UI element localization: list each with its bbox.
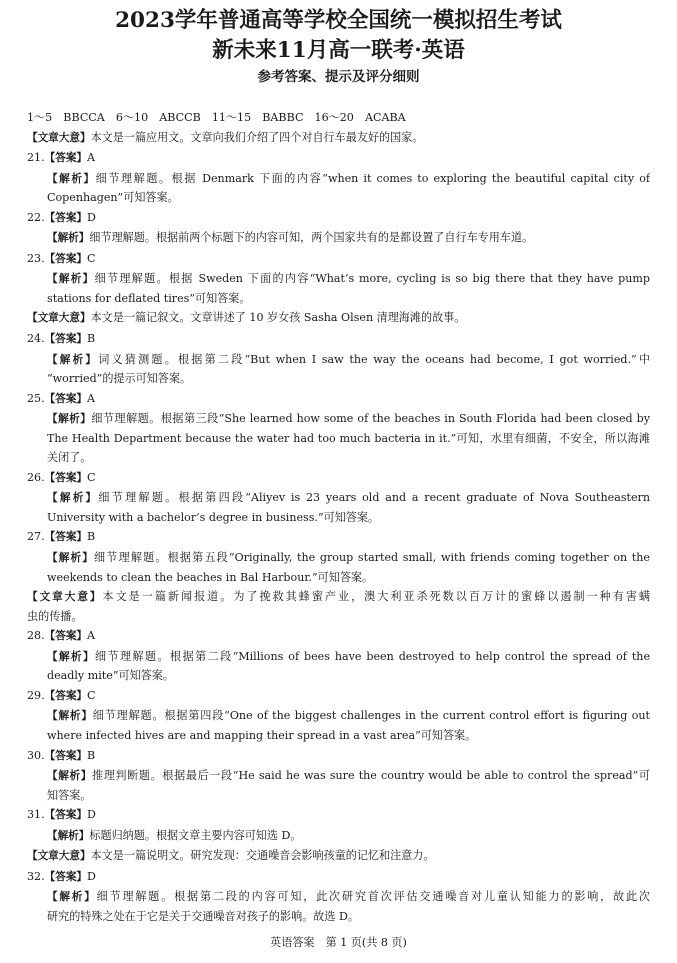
answer-line	[27, 208, 650, 229]
summary-tag: 【文章大意】	[27, 131, 91, 144]
question-number: 26.	[27, 470, 45, 484]
answer-line	[27, 746, 650, 767]
answer-line	[27, 249, 650, 270]
summary-text-wrap	[27, 590, 650, 603]
answer-choice: C	[87, 251, 96, 265]
analysis-text: where infected hives are and mapping their spread in a vast area”可知答案。	[47, 728, 477, 742]
answer-choice: C	[87, 470, 96, 484]
summary-text-wrap	[27, 849, 434, 862]
analysis-line	[27, 726, 650, 746]
analysis-text: 细节理解题。根据前两个标题下的内容可知，两个国家共有的是都设置了自行车专用车道。	[89, 231, 534, 245]
analysis-line	[27, 826, 650, 847]
answer-tag: 【答案】	[44, 152, 88, 165]
analysis-text: 细节理解题。根据第四段“Aliyev is 23 years old and a recent graduate of Nova Southeastern	[98, 491, 650, 505]
analysis-text: weekends to clean the beaches in Bal Harbour.”可知答案。	[47, 570, 374, 584]
analysis-text: 细节理解题。根据第二段的内容可知，此次研究首次评估交通噪音对儿童认知能力的影响，故此次	[96, 890, 650, 904]
analysis-text: 关闭了。	[47, 451, 92, 465]
question-number: 27.	[27, 530, 45, 544]
answer-tag: 【答案】	[44, 809, 88, 822]
answer-tag: 【答案】	[44, 471, 88, 484]
analysis-line	[27, 666, 650, 686]
analysis-tag: 【解析】	[47, 232, 90, 245]
analysis-tag: 【解析】	[47, 172, 96, 185]
answer-key-heading: 参考答案、提示及评分细则	[257, 69, 420, 85]
analysis-line	[27, 369, 650, 389]
answer-line	[27, 686, 650, 707]
exam-title: 2023学年普通高等学校全国统一模拟招生考试	[115, 8, 562, 33]
analysis-text: The Health Department because the water had too much bacteria in it.”可知，水里有细菌，不安全，所以海滩	[47, 431, 650, 445]
summary-tag: 【文章大意】	[27, 591, 103, 604]
analysis-tag: 【解析】	[47, 492, 99, 505]
article-summary-line	[27, 607, 650, 627]
answer-line	[27, 389, 650, 410]
answer-choice: C	[87, 688, 96, 702]
analysis-tag: 【解析】	[47, 353, 99, 366]
analysis-line	[27, 786, 650, 806]
answer-line	[27, 527, 650, 548]
analysis-text: 细节理解题。根据 Sweden 下面的内容“What’s more, cycling is so big there that they have pump	[94, 272, 650, 286]
analysis-line	[27, 269, 650, 289]
analysis-line	[27, 508, 650, 528]
summary-text-wrap	[27, 131, 423, 144]
answer-tag: 【答案】	[44, 689, 88, 702]
question-number: 25.	[27, 391, 45, 405]
answer-choice: B	[87, 332, 96, 346]
question-number: 21.	[27, 151, 45, 165]
analysis-tag: 【解析】	[47, 770, 92, 783]
answer-choice: A	[87, 151, 96, 165]
answer-line	[27, 626, 650, 647]
analysis-line	[27, 488, 650, 508]
analysis-tag: 【解析】	[47, 829, 90, 842]
question-number: 31.	[27, 808, 45, 822]
question-number: 30.	[27, 748, 45, 762]
article-summary-line	[27, 308, 650, 329]
analysis-text: 推理判断题。根据最后一段“He said he was sure the country would be able to control the spread”可	[91, 769, 650, 783]
analysis-text: 标题归纳题。根据文章主要内容可知选 D。	[89, 828, 302, 842]
summary-text: 本文是一篇记叙文。文章讲述了 10 岁女孩 Sasha Olsen 清理海滩的故事。	[90, 311, 466, 325]
answer-tag: 【答案】	[44, 252, 88, 265]
analysis-text: deadly mite”可知答案。	[47, 669, 174, 683]
analysis-line	[27, 169, 650, 189]
answer-choice: A	[87, 391, 96, 405]
question-number: 23.	[27, 251, 45, 265]
summary-tag: 【文章大意】	[27, 312, 91, 325]
exam-subtitle: 新未来11月高一联考·英语	[212, 38, 465, 63]
summary-text: 本文是一篇新闻报道。为了挽救其蜂蜜产业，澳大利亚杀死数以百万计的蜜蜂以遏制一种有害螨	[102, 590, 650, 604]
answer-choice: D	[87, 869, 96, 883]
answer-tag: 【答案】	[44, 392, 88, 405]
summary-text: 本文是一篇说明文。研究发现：交通噪音会影响孩童的记忆和注意力。	[90, 849, 435, 863]
question-number: 28.	[27, 629, 45, 643]
analysis-text: 细节理解题。根据第四段“One of the biggest challenges in the current control effort is figuring out	[92, 709, 650, 723]
answer-line	[27, 867, 650, 888]
answer-content	[27, 108, 650, 926]
summary-tag: 【文章大意】	[27, 850, 91, 863]
answer-choice: A	[87, 629, 96, 643]
analysis-line	[27, 887, 650, 907]
answer-tag: 【答案】	[44, 870, 88, 883]
analysis-text: 研究的特殊之处在于它是关于交通噪音对孩子的影响。故选 D。	[47, 909, 359, 923]
answer-tag: 【答案】	[44, 630, 88, 643]
analysis-line	[27, 409, 650, 429]
analysis-line	[27, 448, 650, 468]
question-number: 24.	[27, 332, 45, 346]
analysis-tag: 【解析】	[47, 650, 96, 663]
answer-key-summary: 1～5 BBCCA 6～10 ABCCB 11～15 BABBC 16～20 ACABA	[27, 111, 406, 124]
question-number: 22.	[27, 210, 45, 224]
analysis-text: “worried”的提示可知答案。	[47, 372, 192, 386]
answer-line	[27, 805, 650, 826]
analysis-text: Copenhagen”可知答案。	[47, 191, 179, 205]
answer-line	[27, 468, 650, 489]
analysis-tag: 【解析】	[47, 413, 92, 426]
analysis-tag: 【解析】	[47, 552, 95, 565]
analysis-line	[27, 350, 650, 370]
article-summary-line	[27, 587, 650, 607]
analysis-text: stations for deflated tires”可知答案。	[47, 291, 251, 305]
analysis-line	[27, 907, 650, 927]
summary-text: 虫的传播。	[27, 609, 83, 623]
analysis-text: 知答案。	[47, 788, 92, 802]
page-footer: 英语答案 第 1 页(共 8 页)	[270, 936, 407, 949]
analysis-text: 细节理解题。根据第二段“Millions of bees have been destroyed to help control the spread of the	[95, 649, 650, 663]
analysis-line	[27, 568, 650, 588]
answer-choice: B	[87, 748, 96, 762]
analysis-tag: 【解析】	[47, 273, 95, 286]
analysis-text: 细节理解题。根据第三段“She learned how some of the beaches in South Florida had been closed by	[91, 412, 650, 426]
analysis-text: 细节理解题。根据 Denmark 下面的内容“when it comes to exploring the beautiful capital city of	[95, 171, 650, 185]
question-number: 29.	[27, 688, 45, 702]
analysis-line	[27, 548, 650, 568]
analysis-line	[27, 228, 650, 249]
answer-tag: 【答案】	[44, 749, 88, 762]
answer-choice: D	[87, 808, 96, 822]
question-number: 32.	[27, 869, 45, 883]
analysis-tag: 【解析】	[47, 891, 97, 904]
analysis-line	[27, 289, 650, 309]
answer-choice: B	[87, 530, 96, 544]
answer-tag: 【答案】	[44, 531, 88, 544]
section-list	[27, 128, 650, 927]
analysis-line	[27, 188, 650, 208]
article-summary-line	[27, 846, 650, 867]
analysis-text: 词义猜测题。根据第二段“But when I saw the way the oceans had become, I got worried.”中	[98, 352, 650, 366]
answer-choice: D	[87, 210, 96, 224]
analysis-line	[27, 706, 650, 726]
answer-line	[27, 329, 650, 350]
analysis-line	[27, 766, 650, 786]
analysis-line	[27, 647, 650, 667]
analysis-text: 细节理解题。根据第五段“Originally, the group started small, with friends coming together on the	[94, 551, 650, 565]
answer-line	[27, 148, 650, 169]
summary-text: 本文是一篇应用文。文章向我们介绍了四个对自行车最友好的国家。	[90, 130, 424, 144]
answer-tag: 【答案】	[44, 211, 88, 224]
answer-tag: 【答案】	[44, 333, 88, 346]
analysis-tag: 【解析】	[47, 710, 93, 723]
analysis-text: University with a bachelor’s degree in business.”可知答案。	[47, 510, 380, 524]
analysis-line	[27, 429, 650, 449]
summary-text-wrap	[27, 610, 82, 623]
summary-text-wrap	[27, 311, 465, 324]
article-summary-line	[27, 128, 650, 149]
